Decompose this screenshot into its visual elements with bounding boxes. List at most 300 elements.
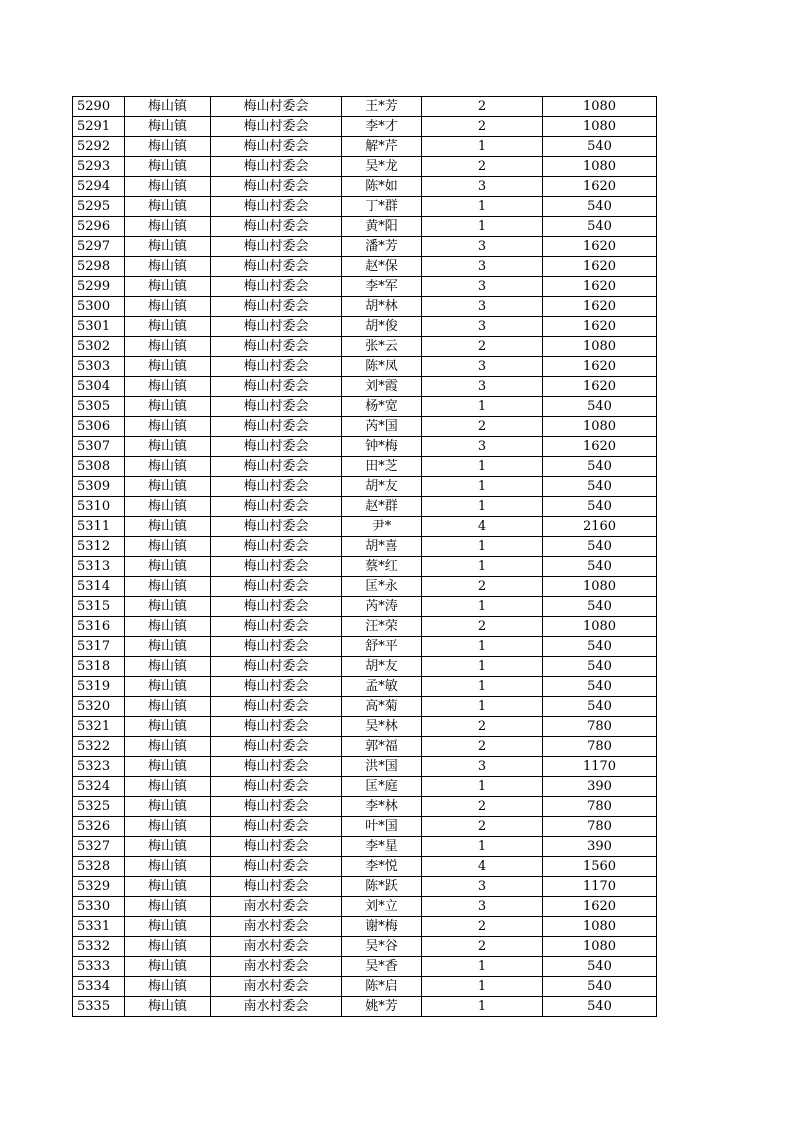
name-cell: 杨*宽	[342, 397, 422, 417]
row-number-cell: 5308	[73, 457, 125, 477]
name-cell: 胡*友	[342, 657, 422, 677]
amount-cell: 1080	[543, 337, 657, 357]
count-cell: 1	[422, 537, 543, 557]
row-number-cell: 5305	[73, 397, 125, 417]
village-committee-cell: 梅山村委会	[211, 237, 342, 257]
name-cell: 芮*国	[342, 417, 422, 437]
count-cell: 1	[422, 997, 543, 1017]
row-number-cell: 5335	[73, 997, 125, 1017]
village-committee-cell: 南水村委会	[211, 897, 342, 917]
count-cell: 2	[422, 337, 543, 357]
town-cell: 梅山镇	[125, 977, 211, 997]
amount-cell: 390	[543, 777, 657, 797]
town-cell: 梅山镇	[125, 537, 211, 557]
town-cell: 梅山镇	[125, 637, 211, 657]
table-body	[73, 97, 657, 1017]
row-number-cell: 5320	[73, 697, 125, 717]
table-row	[73, 917, 657, 937]
name-cell: 张*云	[342, 337, 422, 357]
table-row	[73, 397, 657, 417]
town-cell: 梅山镇	[125, 917, 211, 937]
table-row	[73, 97, 657, 117]
town-cell: 梅山镇	[125, 957, 211, 977]
count-cell: 4	[422, 517, 543, 537]
town-cell: 梅山镇	[125, 657, 211, 677]
table-row	[73, 937, 657, 957]
row-number-cell: 5300	[73, 297, 125, 317]
town-cell: 梅山镇	[125, 177, 211, 197]
count-cell: 3	[422, 377, 543, 397]
amount-cell: 540	[543, 397, 657, 417]
amount-cell: 540	[543, 597, 657, 617]
row-number-cell: 5303	[73, 357, 125, 377]
table-row	[73, 377, 657, 397]
village-committee-cell: 梅山村委会	[211, 97, 342, 117]
town-cell: 梅山镇	[125, 877, 211, 897]
village-committee-cell: 梅山村委会	[211, 537, 342, 557]
amount-cell: 780	[543, 717, 657, 737]
count-cell: 1	[422, 457, 543, 477]
town-cell: 梅山镇	[125, 477, 211, 497]
count-cell: 2	[422, 917, 543, 937]
count-cell: 1	[422, 217, 543, 237]
name-cell: 吴*谷	[342, 937, 422, 957]
town-cell: 梅山镇	[125, 677, 211, 697]
name-cell: 解*芹	[342, 137, 422, 157]
village-committee-cell: 梅山村委会	[211, 117, 342, 137]
name-cell: 陈*凤	[342, 357, 422, 377]
table-row	[73, 857, 657, 877]
amount-cell: 780	[543, 797, 657, 817]
name-cell: 蔡*红	[342, 557, 422, 577]
village-committee-cell: 梅山村委会	[211, 737, 342, 757]
table-row	[73, 997, 657, 1017]
count-cell: 3	[422, 277, 543, 297]
name-cell: 高*菊	[342, 697, 422, 717]
row-number-cell: 5290	[73, 97, 125, 117]
town-cell: 梅山镇	[125, 137, 211, 157]
count-cell: 2	[422, 97, 543, 117]
town-cell: 梅山镇	[125, 777, 211, 797]
name-cell: 李*才	[342, 117, 422, 137]
count-cell: 3	[422, 757, 543, 777]
amount-cell: 540	[543, 977, 657, 997]
name-cell: 田*芝	[342, 457, 422, 477]
name-cell: 黄*阳	[342, 217, 422, 237]
table-row	[73, 557, 657, 577]
name-cell: 刘*霞	[342, 377, 422, 397]
town-cell: 梅山镇	[125, 817, 211, 837]
village-committee-cell: 梅山村委会	[211, 397, 342, 417]
village-committee-cell: 梅山村委会	[211, 757, 342, 777]
amount-cell: 1620	[543, 297, 657, 317]
village-committee-cell: 梅山村委会	[211, 677, 342, 697]
row-number-cell: 5293	[73, 157, 125, 177]
village-committee-cell: 南水村委会	[211, 997, 342, 1017]
table-row	[73, 477, 657, 497]
table-row	[73, 217, 657, 237]
table-row	[73, 697, 657, 717]
amount-cell: 780	[543, 737, 657, 757]
town-cell: 梅山镇	[125, 237, 211, 257]
amount-cell: 540	[543, 497, 657, 517]
row-number-cell: 5294	[73, 177, 125, 197]
table-row	[73, 257, 657, 277]
name-cell: 刘*立	[342, 897, 422, 917]
amount-cell: 1080	[543, 157, 657, 177]
table-row	[73, 317, 657, 337]
table-row	[73, 677, 657, 697]
village-committee-cell: 梅山村委会	[211, 577, 342, 597]
table-row	[73, 797, 657, 817]
count-cell: 2	[422, 117, 543, 137]
town-cell: 梅山镇	[125, 697, 211, 717]
village-committee-cell: 梅山村委会	[211, 877, 342, 897]
row-number-cell: 5314	[73, 577, 125, 597]
row-number-cell: 5321	[73, 717, 125, 737]
row-number-cell: 5299	[73, 277, 125, 297]
town-cell: 梅山镇	[125, 517, 211, 537]
village-committee-cell: 南水村委会	[211, 937, 342, 957]
town-cell: 梅山镇	[125, 117, 211, 137]
town-cell: 梅山镇	[125, 377, 211, 397]
village-committee-cell: 梅山村委会	[211, 637, 342, 657]
village-committee-cell: 梅山村委会	[211, 837, 342, 857]
amount-cell: 1620	[543, 317, 657, 337]
name-cell: 赵*保	[342, 257, 422, 277]
row-number-cell: 5313	[73, 557, 125, 577]
town-cell: 梅山镇	[125, 757, 211, 777]
name-cell: 汪*荣	[342, 617, 422, 637]
amount-cell: 390	[543, 837, 657, 857]
row-number-cell: 5295	[73, 197, 125, 217]
table-row	[73, 457, 657, 477]
row-number-cell: 5296	[73, 217, 125, 237]
village-committee-cell: 南水村委会	[211, 957, 342, 977]
table-row	[73, 777, 657, 797]
table-row	[73, 157, 657, 177]
village-committee-cell: 梅山村委会	[211, 417, 342, 437]
name-cell: 李*悦	[342, 857, 422, 877]
village-committee-cell: 梅山村委会	[211, 857, 342, 877]
town-cell: 梅山镇	[125, 357, 211, 377]
name-cell: 舒*平	[342, 637, 422, 657]
name-cell: 姚*芳	[342, 997, 422, 1017]
row-number-cell: 5292	[73, 137, 125, 157]
name-cell: 胡*林	[342, 297, 422, 317]
count-cell: 3	[422, 317, 543, 337]
table-row	[73, 577, 657, 597]
town-cell: 梅山镇	[125, 717, 211, 737]
count-cell: 1	[422, 977, 543, 997]
table-row	[73, 177, 657, 197]
table-row	[73, 737, 657, 757]
count-cell: 3	[422, 177, 543, 197]
village-committee-cell: 梅山村委会	[211, 477, 342, 497]
count-cell: 1	[422, 657, 543, 677]
village-committee-cell: 梅山村委会	[211, 517, 342, 537]
amount-cell: 1620	[543, 177, 657, 197]
village-committee-cell: 梅山村委会	[211, 177, 342, 197]
count-cell: 1	[422, 697, 543, 717]
count-cell: 1	[422, 597, 543, 617]
village-committee-cell: 梅山村委会	[211, 377, 342, 397]
name-cell: 陈*跃	[342, 877, 422, 897]
row-number-cell: 5322	[73, 737, 125, 757]
name-cell: 叶*国	[342, 817, 422, 837]
town-cell: 梅山镇	[125, 297, 211, 317]
town-cell: 梅山镇	[125, 417, 211, 437]
village-committee-cell: 梅山村委会	[211, 437, 342, 457]
row-number-cell: 5309	[73, 477, 125, 497]
amount-cell: 1620	[543, 277, 657, 297]
town-cell: 梅山镇	[125, 897, 211, 917]
count-cell: 1	[422, 677, 543, 697]
row-number-cell: 5323	[73, 757, 125, 777]
town-cell: 梅山镇	[125, 437, 211, 457]
table-row	[73, 717, 657, 737]
count-cell: 3	[422, 877, 543, 897]
town-cell: 梅山镇	[125, 317, 211, 337]
amount-cell: 540	[543, 137, 657, 157]
town-cell: 梅山镇	[125, 337, 211, 357]
table-row	[73, 137, 657, 157]
table-row	[73, 337, 657, 357]
count-cell: 4	[422, 857, 543, 877]
amount-cell: 540	[543, 697, 657, 717]
name-cell: 赵*群	[342, 497, 422, 517]
table-row	[73, 877, 657, 897]
table-row	[73, 837, 657, 857]
row-number-cell: 5298	[73, 257, 125, 277]
village-committee-cell: 梅山村委会	[211, 457, 342, 477]
name-cell: 吴*香	[342, 957, 422, 977]
amount-cell: 1560	[543, 857, 657, 877]
town-cell: 梅山镇	[125, 857, 211, 877]
table-row	[73, 957, 657, 977]
town-cell: 梅山镇	[125, 157, 211, 177]
table-row	[73, 537, 657, 557]
row-number-cell: 5315	[73, 597, 125, 617]
row-number-cell: 5306	[73, 417, 125, 437]
table-row	[73, 657, 657, 677]
village-committee-cell: 梅山村委会	[211, 137, 342, 157]
count-cell: 1	[422, 957, 543, 977]
village-committee-cell: 梅山村委会	[211, 557, 342, 577]
name-cell: 胡*喜	[342, 537, 422, 557]
data-table	[72, 96, 657, 1017]
village-committee-cell: 梅山村委会	[211, 817, 342, 837]
count-cell: 1	[422, 197, 543, 217]
count-cell: 3	[422, 897, 543, 917]
row-number-cell: 5317	[73, 637, 125, 657]
count-cell: 1	[422, 777, 543, 797]
count-cell: 3	[422, 357, 543, 377]
village-committee-cell: 梅山村委会	[211, 597, 342, 617]
town-cell: 梅山镇	[125, 197, 211, 217]
name-cell: 陈*启	[342, 977, 422, 997]
name-cell: 王*芳	[342, 97, 422, 117]
row-number-cell: 5302	[73, 337, 125, 357]
amount-cell: 1080	[543, 417, 657, 437]
amount-cell: 1080	[543, 577, 657, 597]
count-cell: 2	[422, 617, 543, 637]
amount-cell: 1080	[543, 117, 657, 137]
row-number-cell: 5332	[73, 937, 125, 957]
row-number-cell: 5326	[73, 817, 125, 837]
name-cell: 吴*林	[342, 717, 422, 737]
name-cell: 匡*永	[342, 577, 422, 597]
count-cell: 3	[422, 297, 543, 317]
village-committee-cell: 梅山村委会	[211, 197, 342, 217]
count-cell: 1	[422, 397, 543, 417]
village-committee-cell: 梅山村委会	[211, 357, 342, 377]
name-cell: 胡*友	[342, 477, 422, 497]
amount-cell: 1620	[543, 897, 657, 917]
town-cell: 梅山镇	[125, 97, 211, 117]
amount-cell: 1170	[543, 757, 657, 777]
row-number-cell: 5328	[73, 857, 125, 877]
town-cell: 梅山镇	[125, 217, 211, 237]
name-cell: 李*林	[342, 797, 422, 817]
amount-cell: 1080	[543, 917, 657, 937]
amount-cell: 1620	[543, 357, 657, 377]
town-cell: 梅山镇	[125, 277, 211, 297]
amount-cell: 1170	[543, 877, 657, 897]
count-cell: 1	[422, 557, 543, 577]
name-cell: 洪*国	[342, 757, 422, 777]
village-committee-cell: 梅山村委会	[211, 797, 342, 817]
name-cell: 芮*涛	[342, 597, 422, 617]
count-cell: 1	[422, 137, 543, 157]
count-cell: 2	[422, 937, 543, 957]
village-committee-cell: 梅山村委会	[211, 277, 342, 297]
row-number-cell: 5334	[73, 977, 125, 997]
table-row	[73, 237, 657, 257]
table-row	[73, 977, 657, 997]
row-number-cell: 5291	[73, 117, 125, 137]
table-row	[73, 817, 657, 837]
row-number-cell: 5324	[73, 777, 125, 797]
name-cell: 陈*如	[342, 177, 422, 197]
amount-cell: 540	[543, 197, 657, 217]
amount-cell: 540	[543, 477, 657, 497]
village-committee-cell: 梅山村委会	[211, 317, 342, 337]
village-committee-cell: 梅山村委会	[211, 777, 342, 797]
town-cell: 梅山镇	[125, 397, 211, 417]
row-number-cell: 5301	[73, 317, 125, 337]
count-cell: 1	[422, 477, 543, 497]
count-cell: 2	[422, 577, 543, 597]
amount-cell: 540	[543, 217, 657, 237]
town-cell: 梅山镇	[125, 997, 211, 1017]
village-committee-cell: 梅山村委会	[211, 617, 342, 637]
amount-cell: 1620	[543, 237, 657, 257]
town-cell: 梅山镇	[125, 557, 211, 577]
amount-cell: 540	[543, 457, 657, 477]
amount-cell: 1620	[543, 437, 657, 457]
town-cell: 梅山镇	[125, 457, 211, 477]
count-cell: 2	[422, 157, 543, 177]
table-row	[73, 117, 657, 137]
name-cell: 孟*敏	[342, 677, 422, 697]
town-cell: 梅山镇	[125, 797, 211, 817]
name-cell: 胡*俊	[342, 317, 422, 337]
village-committee-cell: 梅山村委会	[211, 257, 342, 277]
village-committee-cell: 南水村委会	[211, 977, 342, 997]
name-cell: 谢*梅	[342, 917, 422, 937]
amount-cell: 780	[543, 817, 657, 837]
town-cell: 梅山镇	[125, 937, 211, 957]
table-row	[73, 417, 657, 437]
amount-cell: 1620	[543, 377, 657, 397]
amount-cell: 2160	[543, 517, 657, 537]
town-cell: 梅山镇	[125, 737, 211, 757]
table-row	[73, 297, 657, 317]
table-row	[73, 277, 657, 297]
name-cell: 尹*	[342, 517, 422, 537]
row-number-cell: 5310	[73, 497, 125, 517]
count-cell: 2	[422, 817, 543, 837]
town-cell: 梅山镇	[125, 837, 211, 857]
village-committee-cell: 梅山村委会	[211, 697, 342, 717]
village-committee-cell: 梅山村委会	[211, 497, 342, 517]
count-cell: 3	[422, 437, 543, 457]
table-row	[73, 757, 657, 777]
town-cell: 梅山镇	[125, 577, 211, 597]
name-cell: 匡*庭	[342, 777, 422, 797]
count-cell: 3	[422, 237, 543, 257]
name-cell: 李*军	[342, 277, 422, 297]
row-number-cell: 5312	[73, 537, 125, 557]
town-cell: 梅山镇	[125, 617, 211, 637]
town-cell: 梅山镇	[125, 597, 211, 617]
amount-cell: 1620	[543, 257, 657, 277]
table-row	[73, 597, 657, 617]
table-row	[73, 637, 657, 657]
name-cell: 钟*梅	[342, 437, 422, 457]
village-committee-cell: 梅山村委会	[211, 657, 342, 677]
name-cell: 吴*龙	[342, 157, 422, 177]
table-row	[73, 897, 657, 917]
village-committee-cell: 梅山村委会	[211, 717, 342, 737]
row-number-cell: 5304	[73, 377, 125, 397]
row-number-cell: 5329	[73, 877, 125, 897]
table-row	[73, 197, 657, 217]
amount-cell: 540	[543, 997, 657, 1017]
row-number-cell: 5311	[73, 517, 125, 537]
amount-cell: 540	[543, 677, 657, 697]
count-cell: 2	[422, 717, 543, 737]
amount-cell: 1080	[543, 617, 657, 637]
name-cell: 丁*群	[342, 197, 422, 217]
table-row	[73, 517, 657, 537]
row-number-cell: 5327	[73, 837, 125, 857]
amount-cell: 1080	[543, 97, 657, 117]
row-number-cell: 5325	[73, 797, 125, 817]
amount-cell: 1080	[543, 937, 657, 957]
village-committee-cell: 梅山村委会	[211, 157, 342, 177]
name-cell: 李*星	[342, 837, 422, 857]
town-cell: 梅山镇	[125, 257, 211, 277]
village-committee-cell: 南水村委会	[211, 917, 342, 937]
village-committee-cell: 梅山村委会	[211, 297, 342, 317]
town-cell: 梅山镇	[125, 497, 211, 517]
table-row	[73, 437, 657, 457]
amount-cell: 540	[543, 657, 657, 677]
row-number-cell: 5330	[73, 897, 125, 917]
count-cell: 2	[422, 417, 543, 437]
